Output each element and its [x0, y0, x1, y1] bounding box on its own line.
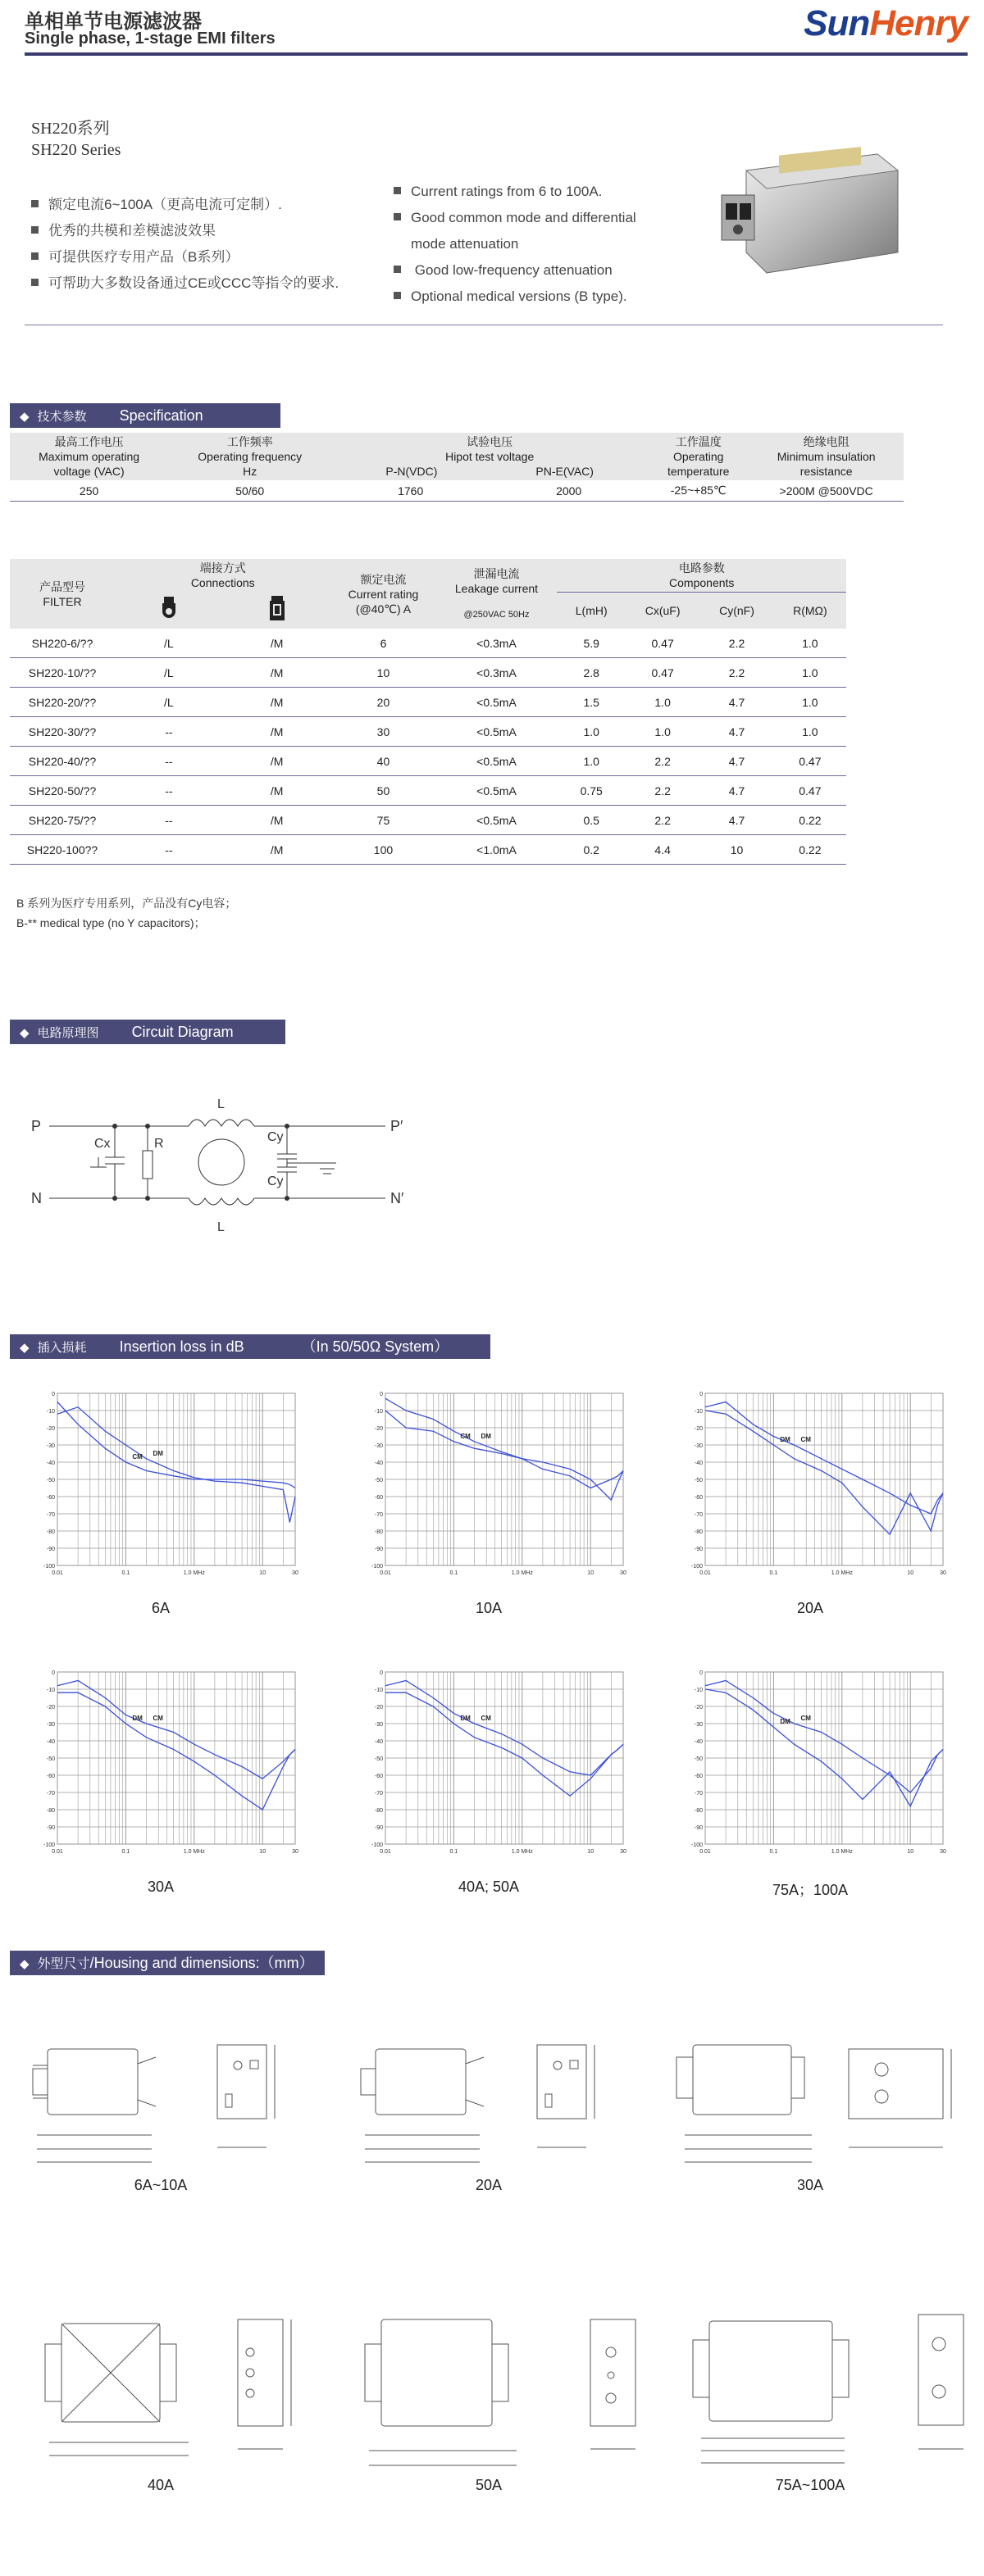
table-cell: /M [223, 806, 331, 835]
table-cell: /M [223, 717, 331, 747]
x-tick-label: 0.1 [769, 1849, 778, 1855]
table-cell: 75 [330, 806, 435, 835]
spec-value: 50/60 [235, 484, 265, 497]
table-cell: 2.2 [626, 806, 699, 835]
spec-col-voltage: 最高工作电压 Maximum operating voltage (VAC) [10, 433, 168, 480]
housing-label: 40A [147, 2477, 175, 2493]
y-tick-label: -70 [46, 1512, 55, 1518]
x-tick-label: 10 [259, 1570, 266, 1576]
x-tick-label: 30 [620, 1570, 626, 1576]
table-cell: -- [115, 806, 223, 835]
label-l-top: L [217, 1097, 225, 1111]
series-label-dm: DM [481, 1432, 491, 1440]
y-tick-label: -80 [374, 1808, 383, 1814]
series-label-dm: DM [780, 1436, 790, 1443]
chart-label: 6A [151, 1600, 171, 1616]
table-cell: 0.47 [626, 629, 699, 658]
label-p-prime: P′ [390, 1118, 403, 1134]
table-cell: 1.5 [557, 688, 625, 717]
y-tick-label: -70 [694, 1512, 703, 1518]
y-tick-label: -40 [694, 1461, 703, 1466]
insertion-loss-chart [361, 1385, 631, 1582]
y-tick-label: -70 [374, 1791, 383, 1797]
table-cell: 10 [699, 835, 773, 865]
table-row [10, 776, 846, 806]
y-tick-label: -10 [694, 1688, 703, 1693]
x-tick-label: 10 [907, 1849, 914, 1855]
table-cell: 2.8 [557, 658, 625, 688]
x-tick-label: 10 [259, 1849, 266, 1855]
table-cell: <0.3mA [435, 629, 557, 658]
y-tick-label: -40 [46, 1461, 55, 1466]
drawing-40a [45, 2319, 291, 2456]
table-cell: /M [223, 688, 331, 717]
x-tick-label: 10 [587, 1849, 594, 1855]
table-row [10, 629, 846, 658]
label-p: P [31, 1118, 42, 1134]
note-cn: B 系列为医疗专用系列，产品没有Cy电容； [16, 897, 237, 910]
drawing-30a [676, 2045, 951, 2162]
col-connections: 端接方式 Connections [115, 559, 330, 593]
table-cell: 1.0 [774, 658, 846, 688]
y-tick-label: -60 [374, 1495, 383, 1501]
y-tick-label: -100 [690, 1564, 703, 1570]
y-tick-label: -10 [694, 1409, 703, 1415]
page-title-cn: 单相单节电源滤波器 [25, 11, 202, 33]
spec-value: 250 [79, 484, 99, 497]
spec-col-frequency: 工作频率 Operating frequency Hz [168, 433, 331, 480]
label-l-bottom: L [217, 1220, 225, 1234]
y-tick-label: -30 [694, 1722, 703, 1728]
y-tick-label: -40 [374, 1739, 383, 1745]
housing-label: 75A~100A [775, 2477, 845, 2493]
y-tick-label: -90 [694, 1547, 703, 1552]
y-tick-label: -80 [694, 1529, 703, 1535]
table-cell: 100 [330, 835, 435, 865]
table-cell: /L [115, 658, 223, 688]
y-tick-label: -30 [46, 1722, 55, 1728]
table-row [10, 688, 846, 717]
col-cy: Cy(nF) [699, 593, 773, 629]
x-tick-label: 1.0 MHz [511, 1570, 533, 1576]
series-label-cm: CM [800, 1436, 811, 1443]
x-tick-label: 0.1 [769, 1570, 778, 1576]
insertion-loss-chart [361, 1664, 631, 1860]
y-tick-label: -90 [694, 1825, 703, 1831]
table-row [10, 747, 846, 776]
table-cell: SH220-100?? [10, 835, 115, 865]
y-tick-label: -90 [374, 1825, 383, 1831]
insertion-loss-chart [681, 1664, 951, 1860]
table-cell: 4.7 [699, 717, 773, 747]
list-item: Current ratings from 6 to 100A. [394, 179, 636, 205]
y-tick-label: 0 [52, 1670, 55, 1676]
section-header-housing: ◆ 外型尺寸/Housing and dimensions:（mm） [10, 1951, 325, 1975]
table-cell: 6 [330, 629, 435, 658]
series-label-cm: CM [800, 1715, 811, 1722]
product-photo [713, 138, 910, 293]
series-cn: SH220系列 [31, 120, 110, 138]
x-tick-label: 0.01 [380, 1570, 391, 1576]
spec-col-insulation: 绝缘电阻 Minimum insulation resistance [749, 433, 904, 480]
table-cell: 5.9 [557, 629, 625, 658]
features-cn-list [31, 192, 339, 297]
spec-value: -25~+85℃ [670, 484, 727, 497]
insertion-loss-chart [33, 1385, 303, 1582]
col-model: 产品型号 FILTER [10, 559, 115, 629]
list-item: Good common mode and differential [394, 205, 636, 231]
y-tick-label: 0 [380, 1670, 383, 1676]
chart-label: 75A；100A [772, 1882, 849, 1898]
table-cell: SH220-10/?? [10, 658, 115, 688]
y-tick-label: -100 [371, 1842, 383, 1848]
y-tick-label: -90 [46, 1547, 55, 1552]
y-tick-label: -50 [374, 1756, 383, 1762]
y-tick-label: -100 [371, 1564, 383, 1570]
housing-drawings [0, 2000, 984, 2492]
table-cell: 1.0 [626, 688, 699, 717]
x-tick-label: 1.0 MHz [831, 1570, 853, 1576]
table-cell: /L [115, 629, 223, 658]
header-rule [25, 52, 968, 56]
section-header-insertion: ◆ 插入损耗 Insertion loss in dB （In 50/50Ω System） [10, 1334, 490, 1359]
label-r: R [154, 1137, 164, 1151]
y-tick-label: -40 [694, 1739, 703, 1745]
features-en-list [394, 179, 636, 310]
table-cell: 4.4 [626, 835, 699, 865]
drawing-50a [365, 2319, 636, 2465]
table-cell: -- [115, 835, 223, 865]
y-tick-label: -70 [694, 1791, 703, 1797]
filter-table [10, 559, 846, 865]
series-label-dm: DM [460, 1715, 471, 1722]
circuit-diagram [25, 1090, 435, 1238]
y-tick-label: -80 [374, 1529, 383, 1535]
housing-label: 20A [475, 2177, 503, 2193]
y-tick-label: -20 [46, 1705, 55, 1711]
table-cell: -- [115, 717, 223, 747]
table-cell: 0.47 [774, 747, 846, 776]
label-cy-bottom: Cy [267, 1174, 284, 1188]
table-cell: 1.0 [557, 717, 625, 747]
table-cell: 4.7 [699, 776, 773, 806]
x-tick-label: 30 [940, 1570, 946, 1576]
series-en: SH220 Series [31, 141, 121, 159]
table-cell: 4.7 [699, 806, 773, 835]
y-tick-label: -60 [694, 1495, 703, 1501]
note-en: B-** medical type (no Y capacitors)； [16, 916, 206, 929]
table-cell: 0.5 [557, 806, 625, 835]
table-cell: 20 [330, 688, 435, 717]
x-tick-label: 0.1 [121, 1570, 130, 1576]
table-row [10, 717, 846, 747]
notes [16, 893, 236, 933]
chart-label: 40A; 50A [458, 1879, 520, 1895]
y-tick-label: 0 [52, 1392, 55, 1397]
table-cell: SH220-6/?? [10, 629, 115, 658]
table-cell: SH220-40/?? [10, 747, 115, 776]
y-tick-label: -50 [694, 1756, 703, 1762]
y-tick-label: -80 [46, 1808, 55, 1814]
x-tick-label: 0.1 [121, 1849, 130, 1855]
table-cell: 0.47 [626, 658, 699, 688]
y-tick-label: -70 [374, 1512, 383, 1518]
table-cell: 2.2 [626, 747, 699, 776]
y-tick-label: -60 [46, 1495, 55, 1501]
list-item: mode attenuation [411, 236, 519, 252]
label-cy-top: Cy [267, 1130, 284, 1144]
housing-label: 30A [796, 2177, 824, 2193]
spec-col-temperature: 工作温度 Operating temperature [648, 433, 749, 480]
x-tick-label: 30 [620, 1849, 626, 1855]
y-tick-label: -20 [694, 1426, 703, 1432]
list-item: Good low-frequency attenuation [394, 257, 636, 284]
spec-value: >200M @500VDC [779, 484, 873, 497]
list-item: 优秀的共模和差模滤波效果 [31, 218, 339, 244]
x-tick-label: 30 [292, 1849, 298, 1855]
table-cell: 1.0 [626, 717, 699, 747]
y-tick-label: -50 [374, 1478, 383, 1483]
y-tick-label: -30 [46, 1443, 55, 1449]
table-cell: <0.5mA [435, 776, 557, 806]
spec-value: 1760 [398, 484, 424, 497]
col-leakage: 泄漏电流 Leakage current @250VAC 50Hz [435, 559, 557, 629]
table-cell: <0.5mA [435, 717, 557, 747]
series-label-cm: CM [132, 1453, 143, 1461]
y-tick-label: -100 [43, 1564, 55, 1570]
section-header-circuit: ◆ 电路原理图 Circuit Diagram [10, 1020, 285, 1044]
y-tick-label: -10 [46, 1688, 55, 1693]
spec-col-hipot: 试验电压 Hipot test voltage P-N(VDC) PN-E(VAC) [331, 433, 648, 480]
y-tick-label: 0 [380, 1392, 383, 1397]
page-title-en: Single phase, 1-stage EMI filters [25, 30, 276, 48]
section-header-spec: ◆ 技术参数 Specification [10, 403, 280, 428]
table-cell: 30 [330, 717, 435, 747]
table-cell: <0.5mA [435, 688, 557, 717]
label-cx: Cx [94, 1137, 111, 1151]
y-tick-label: -80 [694, 1808, 703, 1814]
col-l: L(mH) [557, 593, 625, 629]
table-cell: /M [223, 629, 331, 658]
table-cell: 1.0 [774, 688, 846, 717]
table-cell: /M [223, 658, 331, 688]
table-cell: 2.2 [699, 658, 773, 688]
y-tick-label: -100 [690, 1842, 703, 1848]
table-cell: SH220-50/?? [10, 776, 115, 806]
y-tick-label: 0 [699, 1392, 703, 1397]
table-cell: 10 [330, 658, 435, 688]
label-n: N [31, 1190, 42, 1206]
insertion-loss-chart [681, 1385, 951, 1582]
x-tick-label: 0.01 [52, 1849, 63, 1855]
table-cell: <0.5mA [435, 747, 557, 776]
y-tick-label: -50 [694, 1478, 703, 1483]
y-tick-label: -10 [374, 1409, 383, 1415]
x-tick-label: 0.1 [449, 1849, 458, 1855]
table-cell: 0.47 [774, 776, 846, 806]
x-tick-label: 0.01 [699, 1849, 711, 1855]
x-tick-label: 0.01 [380, 1849, 391, 1855]
table-cell: -- [115, 747, 223, 776]
series-label-dm: DM [153, 1449, 163, 1457]
y-tick-label: -70 [46, 1791, 55, 1797]
chart-label: 30A [147, 1879, 175, 1895]
x-tick-label: 10 [587, 1570, 594, 1576]
drawing-6a-10a [33, 2045, 275, 2162]
y-tick-label: -60 [374, 1774, 383, 1779]
table-cell: 2.2 [699, 629, 773, 658]
y-tick-label: -30 [374, 1722, 383, 1728]
y-tick-label: -50 [46, 1478, 55, 1483]
series-label-cm: CM [153, 1715, 163, 1722]
y-tick-label: -100 [43, 1842, 55, 1848]
table-cell: /M [223, 747, 331, 776]
y-tick-label: -40 [374, 1461, 383, 1466]
series-label-dm: DM [132, 1715, 143, 1722]
y-tick-label: -80 [46, 1529, 55, 1535]
table-cell: -- [115, 776, 223, 806]
x-tick-label: 10 [907, 1570, 914, 1576]
spec-value: 2000 [556, 484, 582, 497]
table-cell: 1.0 [774, 629, 846, 658]
y-tick-label: -20 [374, 1705, 383, 1711]
connector-screw-icon [223, 593, 331, 629]
y-tick-label: -20 [374, 1426, 383, 1432]
table-cell: 50 [330, 776, 435, 806]
table-cell: <1.0mA [435, 835, 557, 865]
x-tick-label: 0.01 [699, 1570, 711, 1576]
y-tick-label: -90 [374, 1547, 383, 1552]
housing-label: 50A [475, 2477, 503, 2493]
chart-label: 10A [475, 1600, 503, 1616]
list-item: 额定电流6~100A（更高电流可定制）. [31, 192, 339, 218]
col-components: 电路参数 Components [557, 559, 846, 593]
x-tick-label: 1.0 MHz [183, 1570, 205, 1576]
table-cell: <0.3mA [435, 658, 557, 688]
x-tick-label: 1.0 MHz [511, 1849, 533, 1855]
table-cell: /M [223, 835, 331, 865]
table-cell: 1.0 [774, 717, 846, 747]
series-label-dm: DM [780, 1718, 790, 1726]
connector-faston-icon [115, 593, 223, 629]
table-cell: 1.0 [557, 747, 625, 776]
y-tick-label: -60 [46, 1774, 55, 1779]
x-tick-label: 0.1 [449, 1570, 458, 1576]
x-tick-label: 30 [940, 1849, 946, 1855]
x-tick-label: 1.0 MHz [183, 1849, 205, 1855]
chart-label: 20A [796, 1600, 824, 1616]
y-tick-label: -90 [46, 1825, 55, 1831]
table-cell: /M [223, 776, 331, 806]
table-row [10, 806, 846, 835]
y-tick-label: 0 [699, 1670, 703, 1676]
insertion-loss-chart [33, 1664, 303, 1860]
drawing-20a [361, 2045, 594, 2162]
y-tick-label: -20 [694, 1705, 703, 1711]
table-row [10, 835, 846, 865]
y-tick-label: -20 [46, 1426, 55, 1432]
table-cell: 0.2 [557, 835, 625, 865]
table-row [10, 658, 846, 688]
drawing-75a-100a [693, 2315, 963, 2463]
col-current: 额定电流 Current rating (@40℃) A [330, 559, 435, 629]
col-r: R(MΩ) [774, 593, 846, 629]
table-cell: /L [115, 688, 223, 717]
sunhenry-logo: SunHenry [804, 3, 968, 43]
table-cell: 0.22 [774, 806, 846, 835]
x-tick-label: 0.01 [52, 1570, 63, 1576]
spec-table [10, 433, 904, 502]
list-item: 可提供医疗专用产品（B系列） [31, 244, 339, 270]
y-tick-label: -40 [46, 1739, 55, 1745]
x-tick-label: 30 [292, 1570, 298, 1576]
list-item: 可帮助大多数设备通过CE或CCC等指令的要求. [31, 270, 339, 297]
series-label-cm: CM [481, 1715, 491, 1722]
series-label-cm: CM [460, 1432, 471, 1440]
y-tick-label: -30 [694, 1443, 703, 1449]
list-item: Optional medical versions (B type). [394, 284, 636, 310]
table-cell: SH220-75/?? [10, 806, 115, 835]
y-tick-label: -10 [374, 1688, 383, 1693]
table-cell: 0.75 [557, 776, 625, 806]
y-tick-label: -60 [694, 1774, 703, 1779]
col-cx: Cx(uF) [626, 593, 699, 629]
label-n-prime: N′ [390, 1190, 404, 1206]
table-cell: 4.7 [699, 688, 773, 717]
x-tick-label: 1.0 MHz [831, 1849, 853, 1855]
table-cell: 40 [330, 747, 435, 776]
y-tick-label: -30 [374, 1443, 383, 1449]
y-tick-label: -10 [46, 1409, 55, 1415]
table-cell: <0.5mA [435, 806, 557, 835]
table-cell: 2.2 [626, 776, 699, 806]
table-cell: SH220-30/?? [10, 717, 115, 747]
housing-label: 6A~10A [134, 2177, 188, 2193]
table-cell: 4.7 [699, 747, 773, 776]
y-tick-label: -50 [46, 1756, 55, 1762]
table-cell: 0.22 [774, 835, 846, 865]
table-cell: SH220-20/?? [10, 688, 115, 717]
